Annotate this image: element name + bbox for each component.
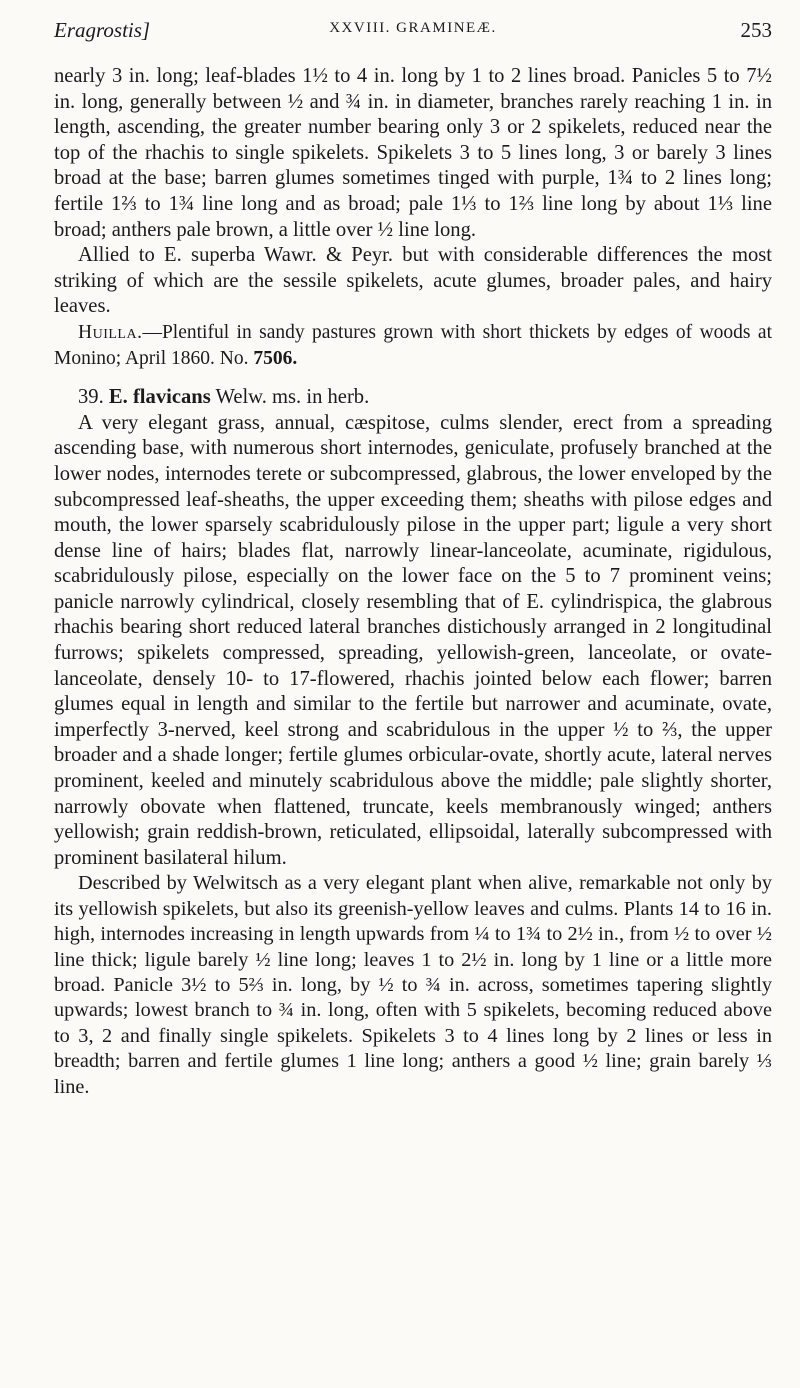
running-head [54, 18, 772, 64]
specimen-number: 7506. [253, 347, 298, 369]
running-head-family: XXVIII. GRAMINEÆ. [329, 20, 497, 36]
affinity-paragraph: Allied to E. superba Wawr. & Peyr. but with considerable differences the most striking of which are the sessile spikelets, acute glumes, broader pales, and hairy leaves. [54, 244, 772, 318]
species-number: 39. [78, 386, 104, 409]
locality-paragraph [54, 320, 772, 371]
running-head-genus: Eragrostis] [54, 18, 151, 42]
page-number: 253 [740, 18, 772, 42]
species-name: E. flavicans [108, 386, 211, 409]
section-gap [54, 371, 772, 385]
species-authority: Welw. ms. in herb. [215, 386, 370, 409]
description-paragraph-1: nearly 3 in. long; leaf-blades 1½ to 4 in. long by 1 to 2 lines broad. Panicles 5 to 7½ in. long, generally between ½ and ¾ in. in diameter, branches rarely reaching 1 in. in length, ascending, the greater number bearing only 3 or 2 spikelets, reduced near the top of the rhachis to single spikelets. Spikelets 3 to 5 lines long, 3 or barely 3 lines broad at the base; barren glumes sometimes tinged with purple, 1¾ to 2 lines long; fertile 1⅔ to 1¾ line long and as broad; pale 1⅓ to 1⅔ line long by about 1⅓ line broad; anthers pale brown, a little over ½ line long. [54, 65, 772, 241]
species-description: A very elegant grass, annual, cæspitose, culms slender, erect from a spreading ascending base, with numerous short internodes, geniculate, profusely branched at the lower nodes, internodes terete or subcompressed, glabrous, the lower enveloped by the subcompressed leaf-sheaths, the upper exceeding them; sheaths with pilose edges and mouth, the lower sparsely scabridulously pilose in the upper part; ligule a very short dense line of hairs; blades flat, narrowly linear-lanceolate, acuminate, rigidulous, scabridulously pilose, especially on the lower face on the 5 to 7 prominent veins; panicle narrowly cylindrical, closely resembling that of E. cylindrispica, the glabrous rhachis bearing short reduced lateral branches distichously arranged in 2 longitudinal furrows; spikelets compressed, spreading, yellowish-green, lanceolate, or ovate-lanceolate, densely 10- to 17-flowered, rhachis jointed below each flower; barren glumes equal in length and similar to the fertile but narrower and acuminate, ovate, imperfectly 3-nerved, keel strong and scabridulous in the upper ½ to ⅔, the upper broader and a shade longer; fertile glumes orbicular-ovate, shortly acute, lateral nerves prominent, keeled and minutely scabridulous above the middle; pale slightly shorter, narrowly obovate when flattened, truncate, keels membranously winged; anthers yellowish; grain reddish-brown, reticulated, ellipsoidal, laterally subcompressed with prominent basilateral hilum. [54, 411, 772, 869]
locality-text: —Plentiful in sandy pastures grown with short thickets by edges of woods at Monino; April 1860. No. [54, 321, 772, 369]
field-notes-paragraph: Described by Welwitsch as a very elegant plant when alive, remarkable not only by its yellowish spikelets, but also its greenish-yellow leaves and culms. Plants 14 to 16 in. high, internodes increasing in length upwards from ¼ to 1¾ to 2½ in., from ½ to over ½ line thick; ligule barely ½ line long; leaves 1 to 2½ in. long by 1 line or a little more broad. Panicle 3½ to 5⅔ in. long, by ½ to ¾ in. across, sometimes tapering slightly upwards; lowest branch to ¾ in. long, often with 5 spikelets, becoming reduced above to 3, 2 and finally single spikelets. Spikelets 3 to 4 lines long by 2 lines or less in breadth; barren and fertile glumes 1 line long; anthers a good ½ line; grain barely ⅓ line. [54, 872, 772, 1098]
species-heading [54, 385, 772, 411]
page [54, 18, 772, 1100]
locality-region: Huilla. [78, 321, 143, 343]
